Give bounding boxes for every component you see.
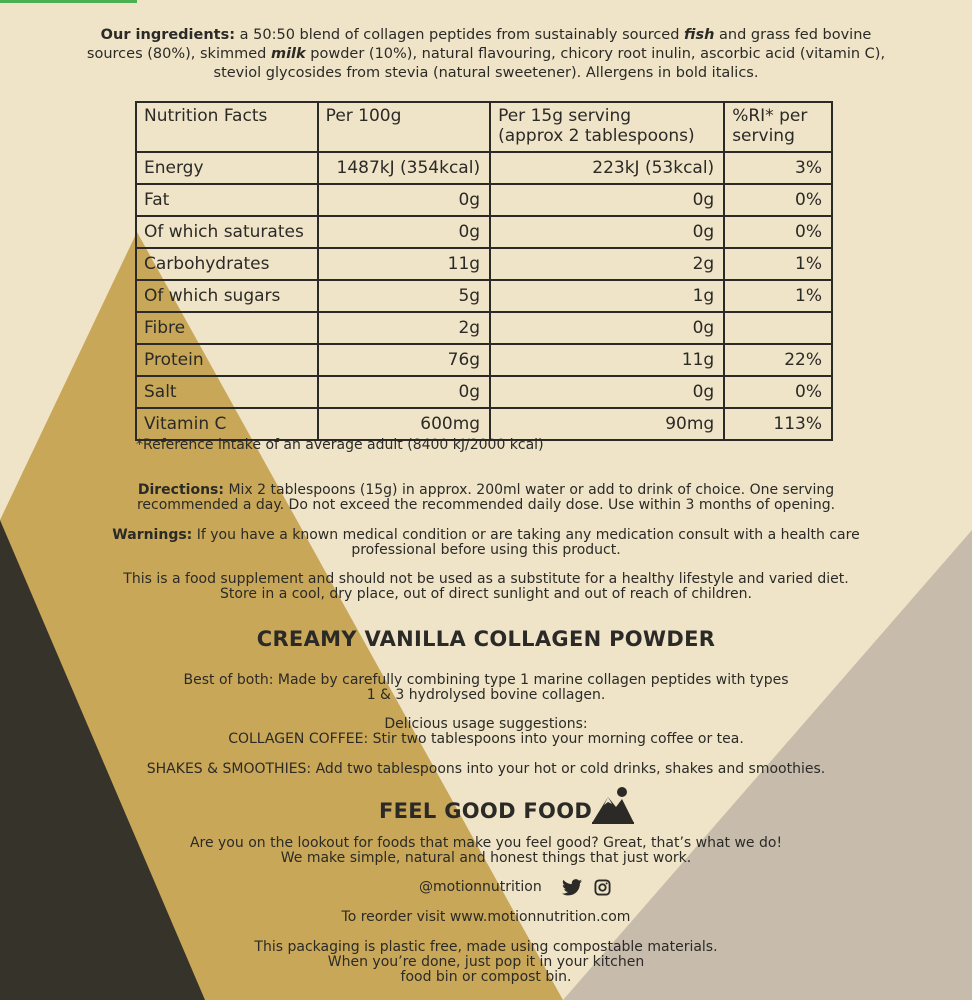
usage-coffee: COLLAGEN COFFEE: Stir two tablespoons into your morning coffee or tea.	[228, 731, 744, 747]
best-of-both	[90, 673, 882, 703]
value-per-100g: 1487kJ (354kcal)	[318, 152, 490, 184]
nutrient-name: Carbohydrates	[136, 248, 318, 280]
table-row	[136, 376, 832, 408]
value-per-serving: 2g	[490, 248, 724, 280]
ri-percent: 113%	[724, 408, 832, 440]
nutrient-name: Energy	[136, 152, 318, 184]
eco-line-2: When you’re done, just pop it in your kitchen	[327, 954, 645, 970]
value-per-100g: 2g	[318, 312, 490, 344]
value-per-serving: 0g	[490, 216, 724, 248]
table-row	[136, 280, 832, 312]
ingredients-label: Our ingredients:	[100, 27, 236, 43]
best-line-1: Best of both: Made by carefully combining type 1 marine collagen peptides with types	[183, 672, 789, 688]
ri-percent: 0%	[724, 216, 832, 248]
value-per-100g: 76g	[318, 344, 490, 376]
value-per-100g: 600mg	[318, 408, 490, 440]
table-row	[136, 248, 832, 280]
nutrient-name: Fibre	[136, 312, 318, 344]
value-per-100g: 5g	[318, 280, 490, 312]
ri-percent	[724, 312, 832, 344]
ri-percent: 3%	[724, 152, 832, 184]
warnings-label: Warnings:	[112, 527, 193, 543]
ingredients-text-2: and grass fed bovine sources (80%), skimmed	[86, 27, 872, 62]
product-title: CREAMY VANILLA COLLAGEN POWDER	[256, 627, 716, 651]
ingredients-paragraph	[80, 26, 892, 83]
value-per-serving: 0g	[490, 184, 724, 216]
best-line-2: 1 & 3 hydrolysed bovine collagen.	[366, 687, 606, 703]
header-per-serving: Per 15g serving (approx 2 tablespoons)	[490, 102, 724, 152]
usage-heading: Delicious usage suggestions:	[384, 716, 588, 732]
nutrient-name: Of which saturates	[136, 216, 318, 248]
value-per-serving: 90mg	[490, 408, 724, 440]
twitter-icon[interactable]	[562, 879, 582, 896]
supplement-note-line-2: Store in a cool, dry place, out of direct sunlight and out of reach of children.	[220, 586, 752, 602]
social-handle[interactable]: @motionnutrition	[419, 879, 542, 895]
supplement-note	[90, 572, 882, 602]
table-row	[136, 216, 832, 248]
table-row	[136, 408, 832, 440]
allergen-fish: fish	[684, 27, 715, 43]
feel-good-food-slogan: FEEL GOOD FOOD	[379, 799, 593, 823]
directions-label: Directions:	[137, 482, 224, 498]
nutrient-name: Protein	[136, 344, 318, 376]
ri-percent: 0%	[724, 376, 832, 408]
header-per-100g: Per 100g	[318, 102, 490, 152]
table-row	[136, 152, 832, 184]
value-per-serving: 223kJ (53kcal)	[490, 152, 724, 184]
eco-note	[90, 940, 882, 985]
ingredients-text-1: a 50:50 blend of collagen peptides from sustainably sourced	[235, 27, 685, 43]
nutrition-header-row	[136, 102, 832, 152]
ri-percent: 0%	[724, 184, 832, 216]
directions-paragraph	[90, 483, 882, 513]
value-per-100g: 0g	[318, 184, 490, 216]
reorder-note: To reorder visit www.motionnutrition.com	[341, 909, 631, 925]
brand-tagline	[90, 836, 882, 866]
value-per-serving: 1g	[490, 280, 724, 312]
value-per-100g: 0g	[318, 376, 490, 408]
nutrition-facts-table	[135, 101, 833, 441]
warnings-paragraph	[112, 528, 860, 558]
allergen-milk: milk	[270, 46, 306, 62]
tagline-line-2: We make simple, natural and honest things that just work.	[280, 850, 692, 866]
ri-percent: 1%	[724, 280, 832, 312]
instagram-icon[interactable]	[594, 879, 611, 896]
nutrient-name: Vitamin C	[136, 408, 318, 440]
value-per-serving: 11g	[490, 344, 724, 376]
supplement-note-line-1: This is a food supplement and should not be used as a substitute for a healthy lifestyle and varied diet.	[123, 571, 849, 587]
tagline-line-1: Are you on the lookout for foods that make you feel good? Great, that’s what we do!	[189, 835, 783, 851]
value-per-100g: 0g	[318, 216, 490, 248]
table-row	[136, 312, 832, 344]
reference-intake-note: *Reference intake of an average adult (8400 kJ/2000 kcal)	[136, 437, 544, 453]
usage-suggestions	[90, 717, 882, 747]
eco-line-3: food bin or compost bin.	[400, 969, 572, 985]
warnings-text: If you have a known medical condition or are taking any medication consult with a health care professional before using this product.	[192, 527, 860, 558]
nutrient-name: Fat	[136, 184, 318, 216]
nutrient-name: Salt	[136, 376, 318, 408]
value-per-100g: 11g	[318, 248, 490, 280]
nutrient-name: Of which sugars	[136, 280, 318, 312]
table-row	[136, 344, 832, 376]
ingredients-text-3: powder (10%), natural flavouring, chicory root inulin, ascorbic acid (vitamin C), steviol glycosides from stevia (natural sweetener). Allergens in bold italics.	[213, 46, 886, 81]
ri-percent: 22%	[724, 344, 832, 376]
mountain-sun-icon	[590, 785, 636, 825]
value-per-serving: 0g	[490, 376, 724, 408]
ri-percent: 1%	[724, 248, 832, 280]
table-row	[136, 184, 832, 216]
usage-shakes: SHAKES & SMOOTHIES: Add two tablespoons into your hot or cold drinks, shakes and smoothies.	[146, 761, 826, 777]
header-ri-per-serving: %RI* per serving	[724, 102, 832, 152]
value-per-serving: 0g	[490, 312, 724, 344]
directions-text: Mix 2 tablespoons (15g) in approx. 200ml water or add to drink of choice. One serving recommended a day. Do not exceed the recommended daily dose. Use within 3 months of opening.	[136, 482, 836, 513]
header-nutrition-facts: Nutrition Facts	[136, 102, 318, 152]
eco-line-1: This packaging is plastic free, made using compostable materials.	[254, 939, 718, 955]
